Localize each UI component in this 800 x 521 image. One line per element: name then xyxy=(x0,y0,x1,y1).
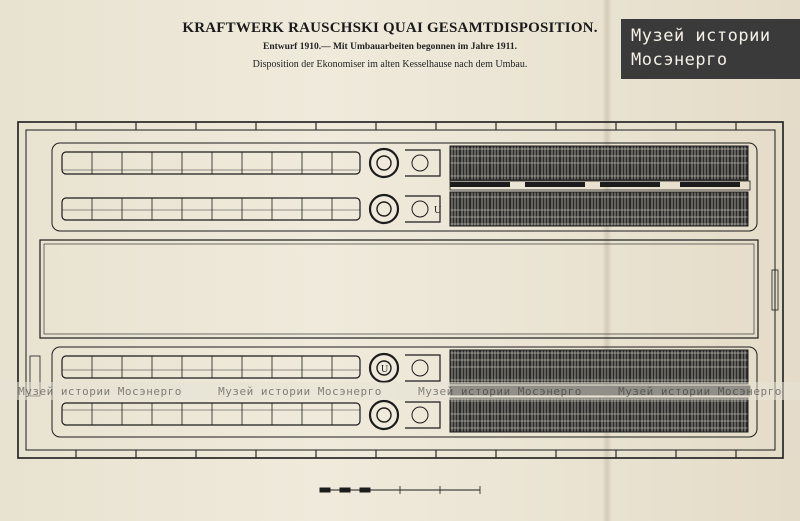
museum-badge-line1: Музей истории xyxy=(631,26,771,46)
watermark-text-4: Музей истории Мосэнерго xyxy=(618,384,782,398)
u-label-top: U xyxy=(434,205,442,216)
watermark-text-1: Музей истории Мосэнерго xyxy=(18,384,182,398)
document-subtitle: Entwurf 1910.— Mit Umbauarbeiten begonnen im Jahre 1911. xyxy=(263,42,517,52)
document-caption: Disposition der Ekonomiser im alten Kesselhause nach dem Umbau. xyxy=(252,59,528,70)
document-title: KRAFTWERK RAUSCHSKI QUAI GESAMTDISPOSITION. xyxy=(182,20,598,36)
watermark-strip xyxy=(0,382,800,400)
u-label-bottom: U xyxy=(381,364,389,375)
museum-badge-line2: Мосэнерго xyxy=(631,50,728,70)
watermark-text-2: Музей истории Мосэнерго xyxy=(218,384,382,398)
central-corridor xyxy=(40,240,758,338)
top-boiler-block xyxy=(52,143,757,231)
watermark-text-3: Музей истории Мосэнерго xyxy=(418,384,582,398)
scale-bar xyxy=(320,486,480,494)
